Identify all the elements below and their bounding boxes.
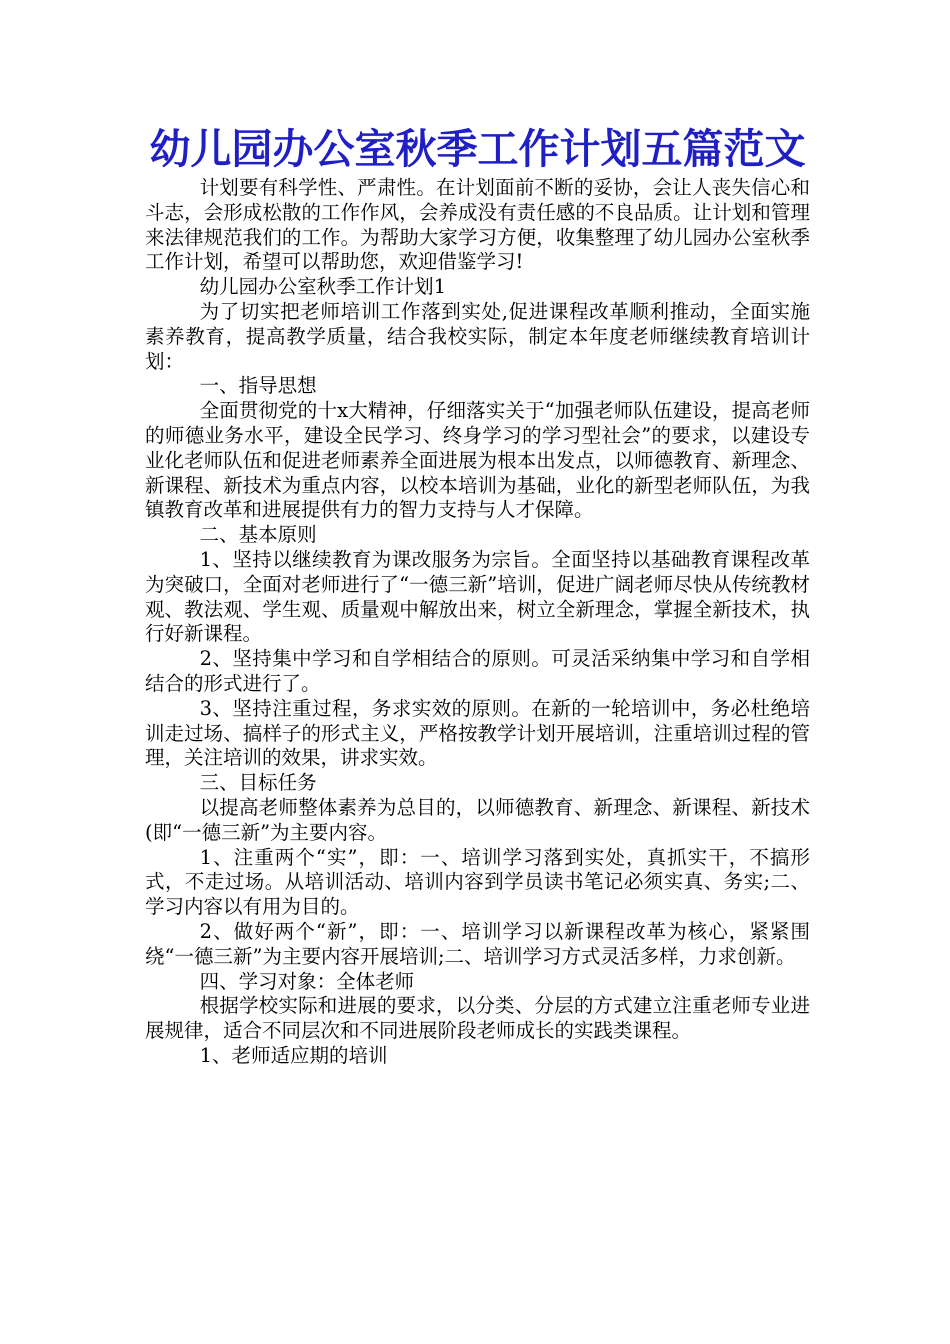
body-paragraph: 1、注重两个“实”，即：一、培训学习落到实处，真抓实干，不搞形式，不走过场。从培训活动、培训内容到学员读书笔记必须实真、务实;二、学习内容以有用为目的。 (145, 845, 810, 919)
body-paragraph: 3、坚持注重过程，务求实效的原则。在新的一轮培训中，务必杜绝培训走过场、搞样子的形式主义，严格按教学计划开展培训，注重培训过程的管理，关注培训的效果，讲求实效。 (145, 696, 810, 770)
subsection-heading-adaptation: 1、老师适应期的培训 (199, 1043, 388, 1067)
section-heading-guiding-thought: 一、指导思想 (199, 374, 317, 398)
section-heading-learners: 四、学习对象：全体老师 (199, 969, 415, 993)
body-paragraph: 以提高老师整体素养为总目的，以师德教育、新理念、新课程、新技术(即“一德三新”为主要内容。 (145, 795, 810, 844)
body-paragraph: 全面贯彻党的十x大精神，仔细落实关于“加强老师队伍建设，提高老师的师德业务水平，建设全民学习、终身学习的学习型社会”的要求，以建设专业化老师队伍和促进老师素养全面进展为根本出发点，以师德教育、新理念、新课程、新技术为重点内容，以校本培训为基础，业化的新型老师队伍，为我镇教育改革和进展提供有力的智力支持与人才保障。 (145, 399, 810, 522)
body-paragraph: 2、做好两个“新”，即：一、培训学习以新课程改革为核心，紧紧围绕“一德三新”为主要内容开展培训;二、培训学习方式灵活多样，力求创新。 (145, 919, 810, 968)
section-heading-basic-principles: 二、基本原则 (199, 523, 317, 547)
document-page (145, 124, 810, 1069)
intro-paragraph: 计划要有科学性、严肃性。在计划面前不断的妥协，会让人丧失信心和斗志，会形成松散的工作作风，会养成没有责任感的不良品质。让计划和管理来法律规范我们的工作。为帮助大家学习方便，收集整理了幼儿园办公室秋季工作计划，希望可以帮助您，欢迎借鉴学习! (145, 176, 810, 274)
section-heading-goals: 三、目标任务 (199, 771, 317, 795)
document-body (145, 176, 810, 1069)
document-title: 幼儿园办公室秋季工作计划五篇范文 (149, 125, 806, 173)
body-paragraph: 2、坚持集中学习和自学相结合的原则。可灵活采纳集中学习和自学相结合的形式进行了。 (145, 647, 810, 695)
body-paragraph: 根据学校实际和进展的要求，以分类、分层的方式建立注重老师专业进展规律，适合不同层次和不同进展阶段老师成长的实践类课程。 (145, 994, 810, 1043)
plan-1-heading: 幼儿园办公室秋季工作计划1 (199, 275, 447, 299)
body-paragraph: 为了切实把老师培训工作落到实处,促进课程改革顺利推动，全面实施素养教育，提高教学质量，结合我校实际，制定本年度老师继续教育培训计划： (145, 299, 810, 373)
body-paragraph: 1、坚持以继续教育为课改服务为宗旨。全面坚持以基础教育课程改革为突破口，全面对老师进行了“一德三新”培训，促进广阔老师尽快从传统教材观、教法观、学生观、质量观中解放出来，树立全新理念，掌握全新技术，执行好新课程。 (145, 547, 810, 646)
